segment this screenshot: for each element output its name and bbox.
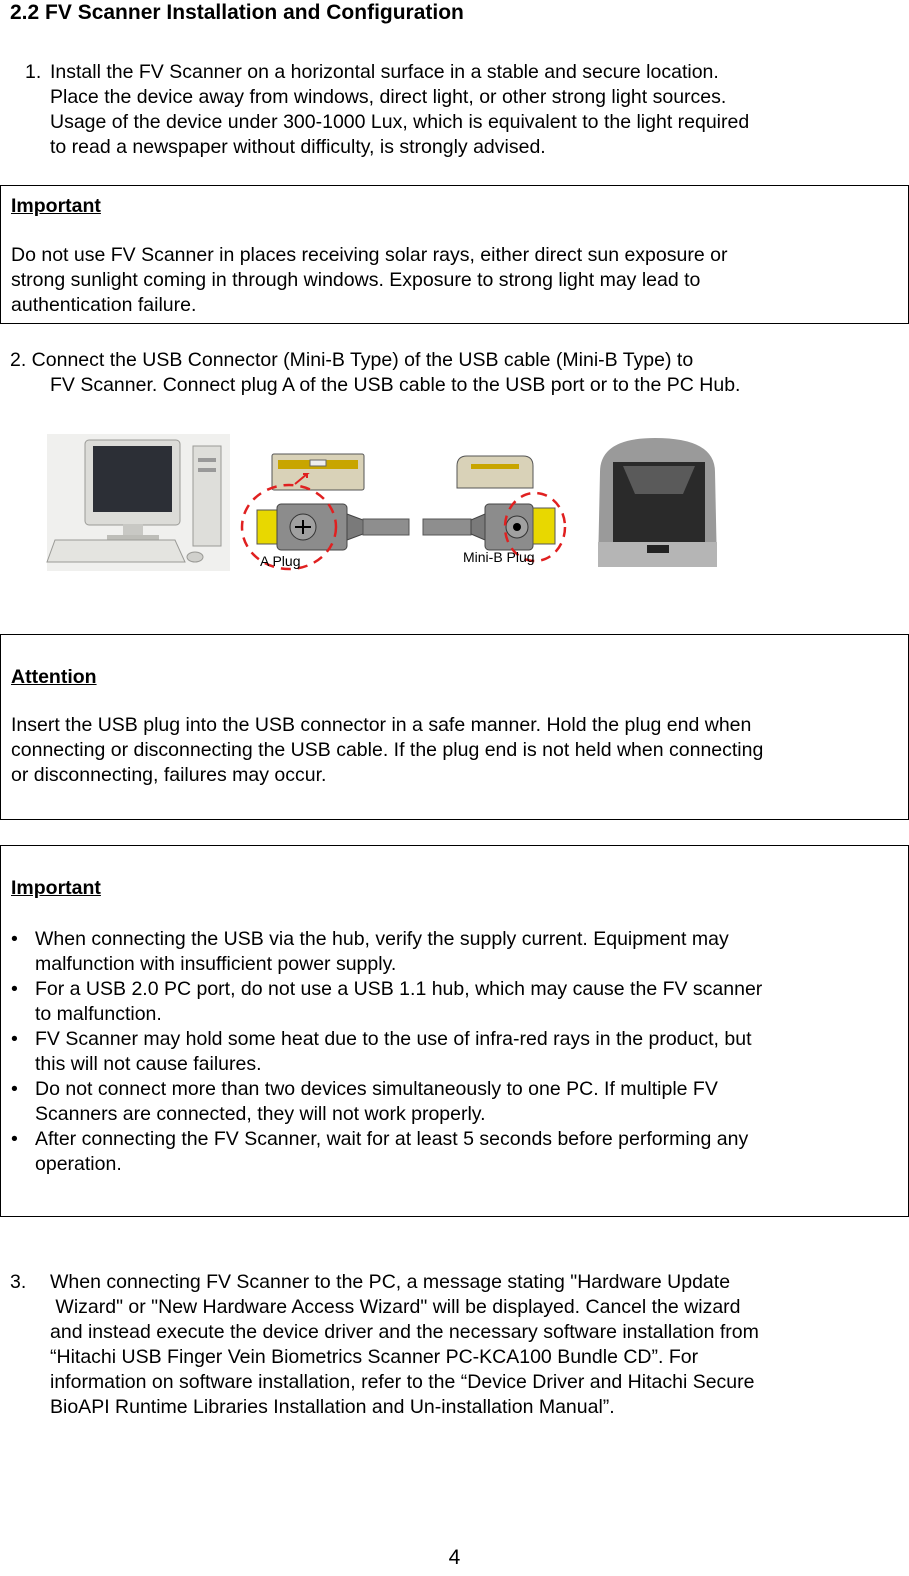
- important-line: strong sunlight coming in through windows. Exposure to strong light may lead to: [11, 269, 701, 291]
- attention-heading: Attention: [11, 666, 97, 688]
- step-1-line: to read a newspaper without difficulty, is strongly advised.: [50, 136, 546, 158]
- list-item: [11, 1077, 898, 1127]
- important-heading: Important: [11, 877, 101, 899]
- usb-connection-figure: [45, 432, 725, 577]
- bullet-line: Scanners are connected, they will not work properly.: [35, 1103, 486, 1125]
- important-line: authentication failure.: [11, 294, 197, 316]
- bullet-line: this will not cause failures.: [35, 1053, 262, 1075]
- important-heading: Important: [11, 195, 101, 217]
- attention-line: Insert the USB plug into the USB connector in a safe manner. Hold the plug end when: [11, 714, 752, 736]
- step-1-number: 1.: [25, 61, 42, 83]
- list-item: [11, 1127, 898, 1177]
- bullet-line: • When connecting the USB via the hub, verify the supply current. Equipment may: [35, 928, 729, 950]
- bullet-line: operation.: [35, 1153, 122, 1175]
- step-3-line: and instead execute the device driver and the necessary software installation from: [50, 1321, 759, 1343]
- bullet-line: • For a USB 2.0 PC port, do not use a USB 1.1 hub, which may cause the FV scanner: [35, 978, 763, 1000]
- step-3-line: When connecting FV Scanner to the PC, a message stating "Hardware Update: [50, 1271, 731, 1293]
- step-1-line: Usage of the device under 300-1000 Lux, which is equivalent to the light required: [50, 111, 750, 133]
- important-bullet-list: [11, 927, 898, 1177]
- usb-connection-illustration: [45, 432, 725, 577]
- step-3-text: [50, 1270, 890, 1420]
- list-item: [11, 1027, 898, 1077]
- attention-line: connecting or disconnecting the USB cable. If the plug end is not held when connecting: [11, 739, 764, 761]
- a-plug-connector: [242, 454, 409, 569]
- step-1-line: Place the device away from windows, direct light, or other strong light sources.: [50, 86, 727, 108]
- bullet-line: • Do not connect more than two devices simultaneously to one PC. If multiple FV: [35, 1078, 718, 1100]
- bullet-line: malfunction with insufficient power supply.: [35, 953, 397, 975]
- bullet-line: • After connecting the FV Scanner, wait for at least 5 seconds before performing any: [35, 1128, 749, 1150]
- step-2-line: 2. Connect the USB Connector (Mini-B Type) of the USB cable (Mini-B Type) to: [10, 349, 694, 371]
- important-box-usb: [0, 845, 909, 1217]
- attention-line: or disconnecting, failures may occur.: [11, 764, 327, 786]
- attention-box: [0, 634, 909, 820]
- step-3-line: “Hitachi USB Finger Vein Biometrics Scanner PC-KCA100 Bundle CD”. For: [50, 1346, 699, 1368]
- page-number: 4: [448, 1546, 461, 1569]
- step-3-line: information on software installation, refer to the “Device Driver and Hitachi Secure: [50, 1371, 755, 1393]
- step-3-number: 3.: [10, 1271, 27, 1293]
- step-1-line: Install the FV Scanner on a horizontal surface in a stable and secure location.: [50, 61, 719, 83]
- step-2: [10, 348, 890, 398]
- mini-b-plug-label: Mini-B Plug: [463, 549, 535, 565]
- list-item: [11, 927, 898, 977]
- bullet-line: to malfunction.: [35, 1003, 162, 1025]
- fv-scanner-image: [598, 438, 717, 567]
- list-item: [11, 977, 898, 1027]
- mini-b-plug-connector: [423, 456, 565, 561]
- desktop-pc-image: [47, 434, 230, 571]
- step-3-line: BioAPI Runtime Libraries Installation and Un-installation Manual”.: [50, 1396, 615, 1418]
- important-box-light: [0, 185, 909, 324]
- step-1-text: [50, 60, 880, 160]
- bullet-line: • FV Scanner may hold some heat due to the use of infra-red rays in the product, but: [35, 1028, 752, 1050]
- a-plug-label: A Plug: [260, 553, 301, 569]
- important-line: Do not use FV Scanner in places receiving solar rays, either direct sun exposure or: [11, 244, 728, 266]
- step-3-line: Wizard" or "New Hardware Access Wizard" will be displayed. Cancel the wizard: [50, 1296, 741, 1318]
- section-title: 2.2 FV Scanner Installation and Configuration: [10, 1, 464, 24]
- step-2-line: FV Scanner. Connect plug A of the USB cable to the USB port or to the PC Hub.: [50, 374, 741, 396]
